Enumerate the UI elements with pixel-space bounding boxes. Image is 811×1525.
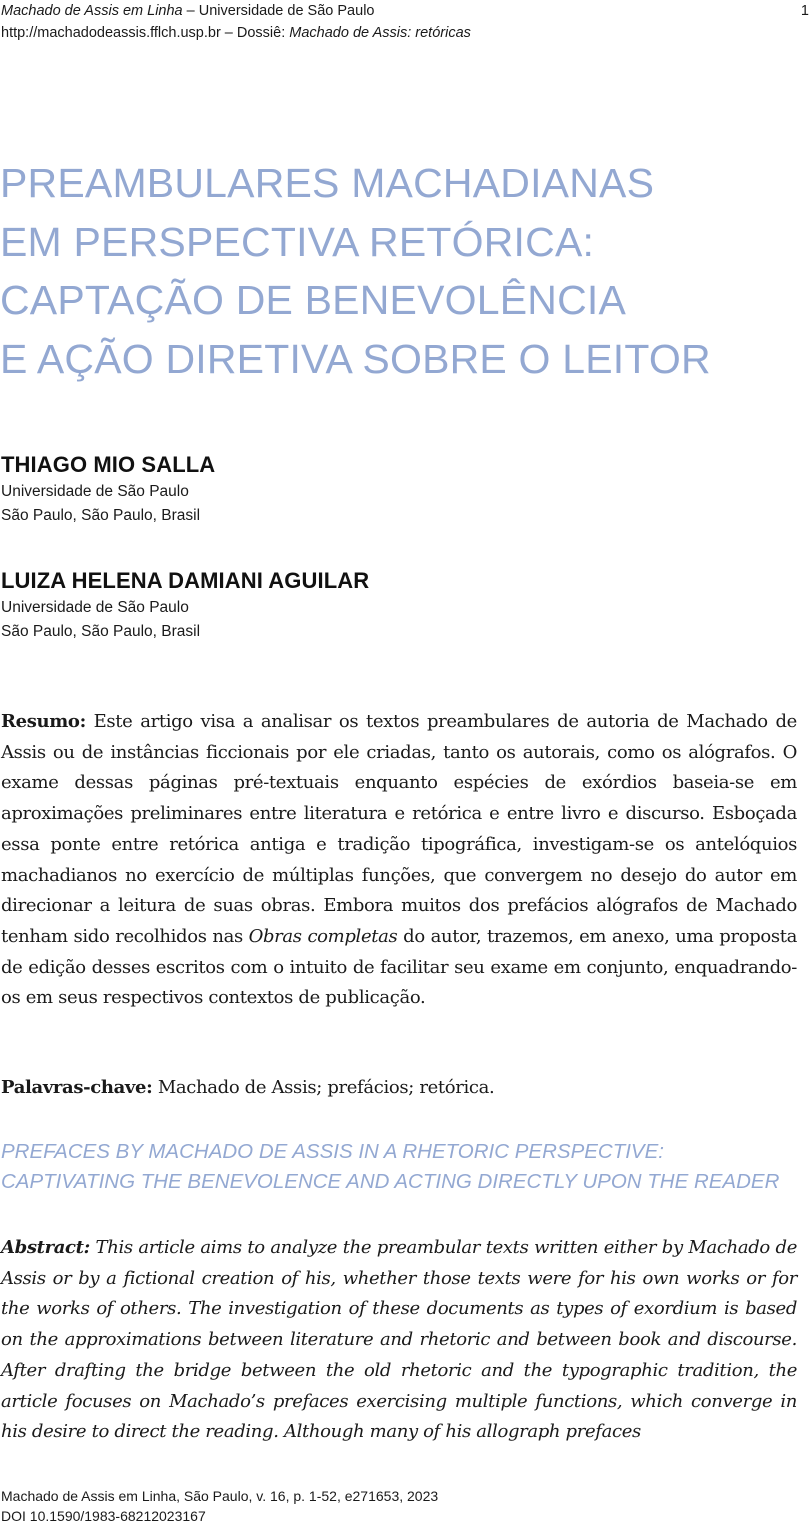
resumo-label: Resumo: bbox=[1, 711, 86, 732]
header-url-line bbox=[1, 22, 809, 44]
footer-citation: Machado de Assis em Linha, São Paulo, v. 16, p. 1-52, e271653, 2023 bbox=[1, 1488, 439, 1504]
header-journal-line bbox=[1, 0, 809, 22]
author-name: LUIZA HELENA DAMIANI AGUILAR bbox=[1, 568, 370, 593]
page-number: 1 bbox=[800, 3, 809, 19]
article-title bbox=[0, 154, 800, 388]
author-location: São Paulo, São Paulo, Brasil bbox=[1, 507, 201, 524]
author-block-1 bbox=[1, 450, 215, 528]
header-university: – Universidade de São Paulo bbox=[182, 3, 375, 19]
english-title-line: PREFACES BY MACHADO DE ASSIS IN A RHETORIC PERSPECTIVE: bbox=[1, 1140, 664, 1163]
keywords-label: Palavras-chave: bbox=[1, 1077, 153, 1098]
resumo-italic-title: Obras completas bbox=[248, 925, 398, 947]
abstract-text: This article aims to analyze the preambular texts written either by Machado de Assis or by a fictional creation of his, whether those texts were for his own works or for the works of others. The investigation of these documents as types of exordium is based on the approximations between literature and rhetoric and between book and discourse. After drafting the bridge between the old rhetoric and the typographic tradition, the article focuses on Machado’s prefaces exercising multiple functions, which converge in his desire to direct the reading. Although many of his allograph prefaces bbox=[1, 1237, 797, 1443]
title-line: E AÇÃO DIRETIVA SOBRE O LEITOR bbox=[0, 335, 711, 382]
abstract-paragraph bbox=[1, 1233, 797, 1448]
author-name: THIAGO MIO SALLA bbox=[1, 452, 216, 477]
header-url[interactable]: http://machadodeassis.fflch.usp.br – Dossiê: bbox=[1, 25, 290, 41]
header-dossier-name: Machado de Assis: retóricas bbox=[289, 25, 471, 41]
title-line: EM PERSPECTIVA RETÓRICA: bbox=[0, 218, 595, 265]
header-journal-name: Machado de Assis em Linha bbox=[1, 3, 183, 19]
resumo-text: Este artigo visa a analisar os textos preambulares de autoria de Machado de Assis ou de instâncias ficcionais por ele criadas, tanto os autorais, como os alógrafos. O exame dessas páginas pré-textuais enquanto espécies de exórdios baseia-se em aproximações preliminares entre literatura e retórica e entre livro e discurso. Esboçada essa ponte entre retórica antiga e tradição tipográfica, investigam-se os antelóquios machadianos no exercício de múltiplas funções, que convergem no desejo do autor em direcionar a leitura de suas obras. Embora muitos dos prefácios alógrafos de Machado tenham sido recolhidos nas bbox=[1, 711, 797, 947]
author-block-2 bbox=[1, 566, 369, 644]
abstract-label: Abstract: bbox=[1, 1237, 90, 1258]
keywords-paragraph bbox=[1, 1073, 797, 1104]
author-institution: Universidade de São Paulo bbox=[1, 483, 189, 500]
author-institution: Universidade de São Paulo bbox=[1, 599, 189, 616]
page-footer bbox=[1, 1486, 438, 1525]
resumo-paragraph bbox=[1, 707, 797, 1014]
keywords-text: Machado de Assis; prefácios; retórica. bbox=[152, 1077, 495, 1098]
running-header bbox=[1, 0, 809, 44]
title-line: CAPTAÇÃO DE BENEVOLÊNCIA bbox=[0, 277, 627, 323]
footer-doi[interactable]: DOI 10.1590/1983-68212023167 bbox=[1, 1508, 206, 1524]
resumo-text-end: do autor, trazemos, em anexo, uma proposta de edição desses escritos com o intuito de facilitar seu exame em conjunto, enquadrando-os em seus respectivos contextos de publicação. bbox=[1, 925, 798, 1009]
author-location: São Paulo, São Paulo, Brasil bbox=[1, 623, 201, 640]
english-title bbox=[1, 1137, 809, 1197]
title-line: PREAMBULARES MACHADIANAS bbox=[0, 160, 655, 206]
english-title-line: CAPTIVATING THE BENEVOLENCE AND ACTING DIRECTLY UPON THE READER bbox=[1, 1170, 780, 1193]
